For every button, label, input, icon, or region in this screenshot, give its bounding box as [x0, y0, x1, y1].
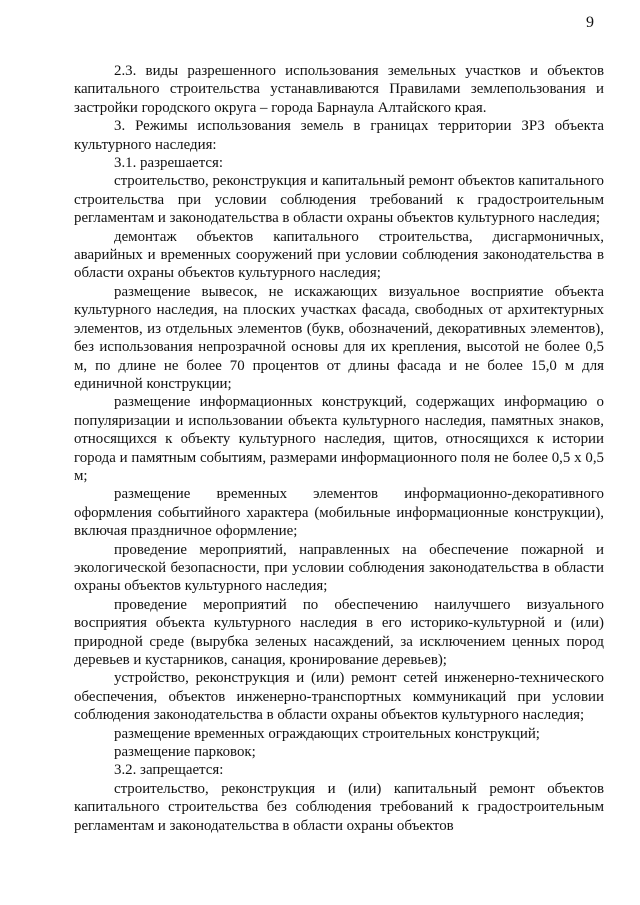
list-item-construction: строительство, реконструкция и капитальный ремонт объектов капитального строительства при условии соблюдения требований к градостроительным регламентам и законодательства в области охраны объектов культурного наследия;	[74, 173, 604, 227]
list-item-safety-measures: проведение мероприятий, направленных на обеспечение пожарной и экологической безопасности, при условии соблюдения законодательства в области охраны объектов культурного наследия;	[74, 541, 604, 595]
paragraph-3-1-allowed: 3.1. разрешается:	[114, 155, 224, 172]
list-item-demolition: демонтаж объектов капитального строительства, дисгармоничных, аварийных и временных сооружений при условии соблюдения законодательства в области охраны объектов культурного наследия;	[74, 228, 604, 282]
page-number: 9	[586, 14, 594, 31]
document-body	[74, 62, 604, 835]
list-item-parking: размещение парковок;	[114, 744, 256, 761]
list-item-construction-prohibited: строительство, реконструкция и (или) капитальный ремонт объектов капитального строительства без соблюдения требований к градостроительным регламентам и законодательства в области охраны объектов	[74, 780, 604, 834]
list-item-signboards: размещение вывесок, не искажающих визуальное восприятие объекта культурного наследия, на плоских участках фасада, свободных от архитектурных элементов, из отдельных элементов (букв, обозначений, декоративных элементов), без использования непрозрачной основы для их крепления, высотой не более 0,5 м, по длине не более 70 процентов от длины фасада и не более 15,0 м для единичной конструкции;	[74, 283, 604, 392]
list-item-utility-networks: устройство, реконструкция и (или) ремонт сетей инженерно-технического обеспечения, объектов инженерно-транспортных коммуникаций при условии соблюдения законодательства в области охраны объектов культурного наследия;	[74, 670, 604, 724]
list-item-temporary-decor: размещение временных элементов информационно-декоративного оформления событийного характера (мобильные информационные конструкции), включая праздничное оформление;	[74, 486, 604, 540]
paragraph-3-2-prohibited: 3.2. запрещается:	[114, 762, 224, 779]
paragraph-3-heading: 3. Режимы использования земель в границах территории ЗРЗ объекта культурного наследия:	[74, 118, 604, 153]
list-item-visual-perception: проведение мероприятий по обеспечению наилучшего визуального восприятия объекта культурного наследия в его историко-культурной и (или) природной среде (вырубка зеленых насаждений, за исключением ценных пород деревьев и кустарников, санация, кронирование деревьев);	[74, 596, 604, 668]
list-item-info-structures: размещение информационных конструкций, содержащих информацию о популяризации и использовании объекта культурного наследия, памятных знаков, относящихся к объекту культурного наследия, щитов, относящихся к истории города и памятным событиям, размерами информационного поля не более 0,5 х 0,5 м;	[74, 394, 604, 484]
list-item-temporary-fences: размещение временных ограждающих строительных конструкций;	[114, 725, 540, 742]
paragraph-2-3: 2.3. виды разрешенного использования земельных участков и объектов капитального строительства устанавливаются Правилами землепользования и застройки городского округа – города Барнаула Алтайского края.	[74, 63, 604, 116]
